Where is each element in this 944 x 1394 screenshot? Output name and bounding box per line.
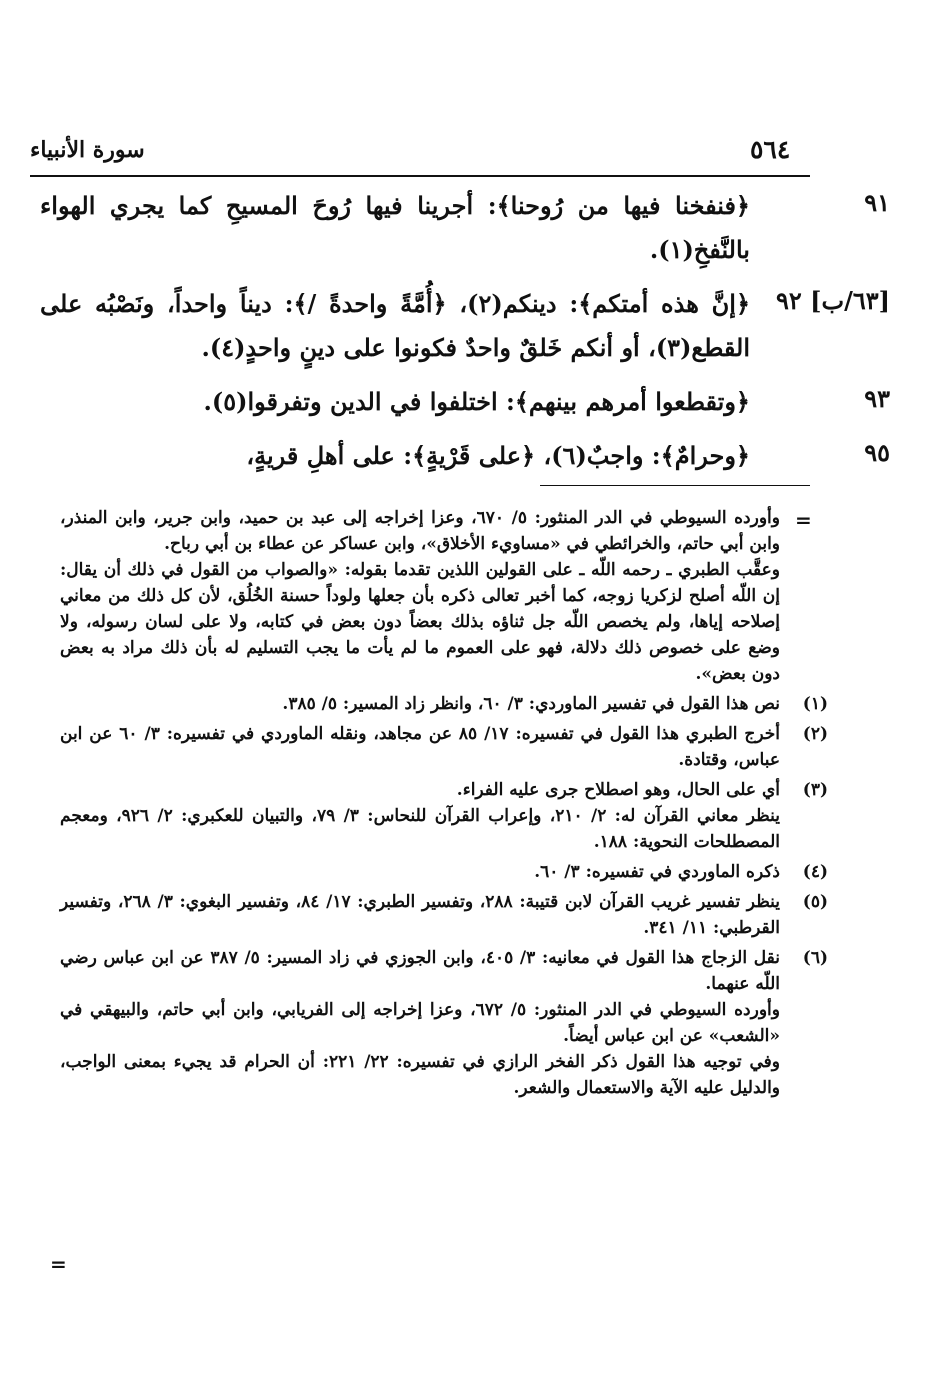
page-number: ٥٦٤ [750, 135, 791, 164]
ayah-number: ٩١ [864, 188, 890, 217]
footnote-body [60, 889, 780, 941]
footnote [60, 859, 828, 885]
footnote [60, 721, 828, 773]
ayah-commentary: ﴿إنَّ هذه أمتكم﴾: دينكم(٢)، ﴿أُمَّةً واحدةً /﴾: ديناً واحداً، ونَصْبُه على القطع(٣)، أو أنكم خَلقٌ واحدٌ فكونوا على دينٍ واحدٍ(٤). [40, 289, 751, 362]
ayah-number: ٩٣ [864, 384, 890, 413]
footnote-separator [540, 485, 810, 486]
footnote-number: (٣) [802, 780, 828, 800]
ayah-entry [40, 434, 890, 478]
continuation-mark-bottom: = [50, 1252, 67, 1276]
footnote [60, 777, 828, 855]
footnote-text: نص هذا القول في تفسير الماوردي: ٣/ ٦٠، وانظر زاد المسير: ٥/ ٣٨٥. [282, 694, 780, 714]
footnote-text: ينظر تفسير غريب القرآن لابن قتيبة: ٢٨٨، وتفسير الطبري: ١٧/ ٨٤، وتفسير البغوي: ٣/ ٢٦٨، وتفسير القرطبي: ١١/ ٣٤١. [60, 892, 780, 938]
footnote-body [60, 945, 780, 1101]
ayah-entry [40, 184, 890, 272]
footnote-body [60, 721, 780, 773]
footnote [60, 945, 828, 1101]
footnote-body [60, 691, 780, 717]
footnote-text: أي على الحال، وهو اصطلاح جرى عليه الفراء. [456, 780, 780, 800]
footnote-body [60, 859, 780, 885]
footnote-number: (٢) [802, 724, 828, 744]
footnote-number: (٦) [802, 948, 828, 968]
footnote-text: وأورده السيوطي في الدر المنثور: ٥/ ٦٧٢، وعزا إخراجه إلى الفريابي، وابن أبي حاتم، والبيهقي في «الشعب» عن ابن عباس أيضاً. [60, 1000, 780, 1046]
continuation-mark-top: = [795, 508, 812, 532]
ayah-number: [٦٣/ب] ٩٢ [776, 286, 890, 315]
footnote-number: (٥) [802, 892, 828, 912]
ayah-entry [40, 380, 890, 424]
footnote-number: (٤) [802, 862, 828, 882]
ayah-commentary: ﴿وحرامٌ﴾: واجبٌ(٦)، ﴿على قَرْيةٍ﴾: على أهلِ قريةٍ، [246, 441, 750, 470]
ayah-commentary: ﴿فنفخنا فيها من رُوحنا﴾: أجرينا فيها رُوحَ المسيحِ كما يجري الهواء بالنَّفخِ(١). [40, 191, 750, 264]
ayah-commentary: ﴿وتقطعوا أمرهم بينهم﴾: اختلفوا في الدين وتفرقوا(٥). [203, 387, 750, 416]
footnote [60, 889, 828, 941]
footnote-text: ذكره الماوردي في تفسيره: ٣/ ٦٠. [534, 862, 780, 882]
ayah-number: ٩٥ [864, 438, 890, 467]
footnote-body [60, 777, 780, 855]
footnote-text: وفي توجيه هذا القول ذكر الفخر الرازي في تفسيره: ٢٢/ ٢٢١: أن الحرام قد يجيء بمعنى الواجب، والدليل عليه الآية والاستعمال والشعر. [60, 1052, 780, 1098]
ayah-entry [40, 282, 890, 370]
footnote-text: نقل الزجاج هذا القول في معانيه: ٣/ ٤٠٥، وابن الجوزي في زاد المسير: ٥/ ٣٨٧ عن ابن عباس رضي اللّه عنهما. [60, 948, 780, 994]
footnote-number: (١) [802, 694, 828, 714]
page-header [30, 135, 810, 177]
note-paragraph: وعقَّب الطبري ـ رحمه اللّه ـ على القولين اللذين تقدما بقوله: «والصواب من القول في ذلك أن يقال: إن اللّه أصلح لزكريا زوجه، كما أخبر تعالى ذكره بأن جعلها ولوداً حسنة الخُلُق، لأن كل ذلك من معاني إصلاحه إياها، ولم يخصص اللّه جل ثناؤه بذلك بعضاً دون بعض في كتابه، ولا على لسان رسوله، ولا وضع على خصوص ذلك دلالة، فهو على العموم ما لم يأت ما يجب التسليم له بأن ذلك مراد به بعض دون بعض». [60, 560, 780, 684]
surah-title: سورة الأنبياء [30, 137, 145, 163]
footnote-text: أخرج الطبري هذا القول في تفسيره: ١٧/ ٨٥ عن مجاهد، ونقله الماوردي في تفسيره: ٣/ ٦٠ عن ابن عباس، وقتادة. [60, 724, 780, 770]
note-paragraph: وأورده السيوطي في الدر المنثور: ٥/ ٦٧٠، وعزا إخراجه إلى عبد بن حميد، وابن جرير، وابن المنذر، وابن أبي حاتم، والخرائطي في «مساويء الأخلاق»، وابن عساكر عن عطاء بن أبي رباح. [60, 508, 780, 554]
ayah-list [40, 184, 890, 488]
footnote-text: ينظر معاني القرآن له: ٢/ ٢١٠، وإعراب القرآن للنحاس: ٣/ ٧٩، والتبيان للعكبري: ٢/ ٩٢٦، ومعجم المصطلحات النحوية: ١٨٨. [60, 806, 780, 852]
footnote [60, 691, 828, 717]
footnotes-section [60, 505, 828, 1101]
